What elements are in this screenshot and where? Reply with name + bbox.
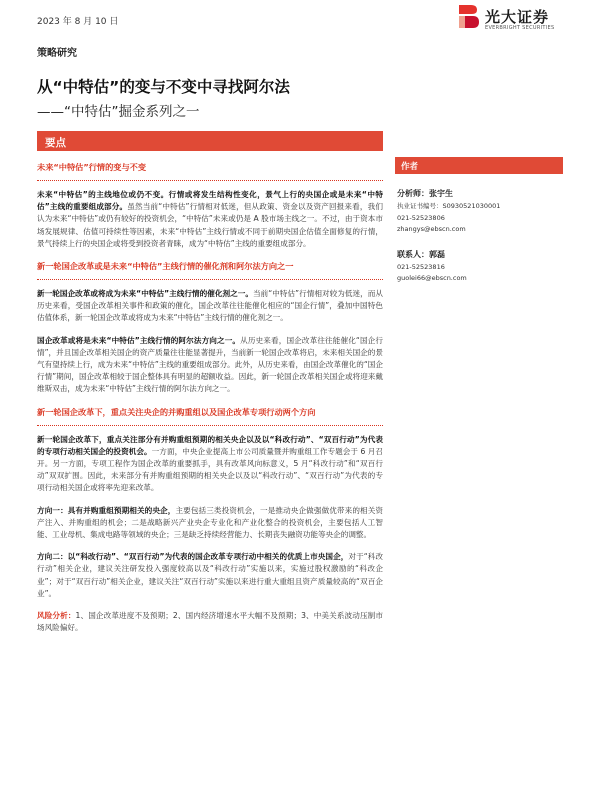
paragraph-lead: 新一轮国企改革下，重点关注部分有并购重组预期的相关央企以及以“科改行动”、“双百行动”为代表的专项行动相关国企的投资机会。 — [37, 434, 383, 456]
paragraph-body: 对于“科改行动”相关企业，建议关注研发投入强度较高以及“科改行动”实施以来，实施过股权激励的“科改企业”；对于“双百行动”相关企业，建议关注“双百行动”实施以来进行重大重组且资产质量较高的“双百企业”。 — [37, 552, 383, 598]
risk-text: 1、国企改革进度不及预期；2、国内经济增速水平大幅不及预期；3、中美关系波动压制市场风险偏好。 — [37, 611, 383, 633]
risk-analysis — [37, 610, 383, 634]
analyst-cert: 执业证书编号：S0930521030001 — [397, 202, 501, 210]
paragraph-lead: 方向一：具有并购重组预期相关的央企， — [37, 505, 176, 515]
paragraph-lead: 国企改革或将是未来“中特估”主线行情的阿尔法方向之一。 — [37, 335, 241, 345]
section-heading: 未来“中特估”行情的变与不变 — [37, 162, 147, 172]
paragraph — [37, 551, 383, 600]
report-date: 2023 年 8 月 10 日 — [37, 17, 119, 27]
keypoints-header-bar — [37, 131, 383, 151]
analyst-name: 分析师：张宇生 — [397, 189, 453, 198]
paragraph-lead: 方向二：以“科改行动”、“双百行动”为代表的国企改革专项行动中相关的优质上市央国企， — [37, 552, 349, 562]
contact-name: 联系人：郭磊 — [397, 249, 445, 259]
paragraph — [37, 335, 383, 396]
paragraph — [37, 505, 383, 542]
paragraph-body: 虽然当前“中特估”行情相对低迷，但从政策、资金以及资产回报来看，我们认为未来“中特估”或仍有较好的投资机会，“中特估”未来或仍是 A 股市场主线之一。不过，由于资本市场发展规律、估值可持续性等因素，未来“中特估”主线行情或不同于前期央国企估值全面修复的行情，景气持续上行的央国企或将受到投资者青睐，成为“中特估”主线的重要组成部分。 — [37, 202, 383, 248]
contact-phone: 021-52523816 — [397, 262, 445, 271]
brand-logo — [455, 3, 583, 37]
logo-chinese-name: 光大证券 — [485, 8, 550, 26]
paragraph-body: 一方面，中央企业提高上市公司质量暨并购重组工作专题会于 6 月召开。另一方面，专项工程作为国企改革的重要抓手，具有改革风向标意义，5 月“科改行动”和“双百行动”双双扩围。因此，未来部分有并购重组预期的相关央企以及以“科改行动”、“双百行动”为代表的专项行动相关国企或将率先迎来改革。 — [37, 446, 384, 493]
section-heading: 新一轮国企改革下，重点关注央企的并购重组以及国企改革专项行动两个方向 — [37, 406, 316, 417]
everbright-logo-icon — [455, 3, 481, 33]
paragraph — [37, 434, 383, 495]
report-category: 策略研究 — [37, 48, 77, 59]
section-heading: 新一轮国企改革或是未来“中特估”主线行情的催化剂和阿尔法方向之一 — [37, 261, 294, 272]
keypoints-label: 要点 — [45, 137, 66, 149]
contact-email[interactable]: guolei66@ebscn.com — [397, 274, 467, 282]
analyst-phone: 021-52523806 — [397, 213, 445, 222]
analyst-email[interactable]: zhangys@ebscn.com — [397, 225, 466, 233]
paragraph-body: 从历史来看，国企改革往往能催化“国企行情”，并且国企改革相关国企的资产质量往往能显著提升，当前新一轮国企改革将启，未来相关国企的景气有望持续上行，成为未来“中特估”主线的重要组成部分。此外，从历史来看，由国企改革催化的“国企行情”期间，国企改革相较于国企整体具有明显的超额收益。因此，新一轮国企改革相关国企或将迎来戴维斯双击，成为未来“中特估”主线行情的阿尔法方向之一。 — [37, 335, 383, 394]
risk-label: 风险分析： — [37, 611, 76, 621]
paragraph — [37, 288, 383, 325]
section-divider — [37, 180, 383, 181]
paragraph — [37, 189, 383, 250]
report-subtitle: ——“中特估”掘金系列之一 — [37, 104, 200, 120]
keypoints-body — [37, 161, 383, 644]
report-title: 从“中特估”的变与不变中寻找阿尔法 — [37, 78, 290, 96]
paragraph-body: 当前“中特估”行情相对较为低迷，而从历史来看，受国企改革相关事件和政策的催化，国企改革往往能催化相应的“国企行情”，叠加中国特色估值体系，新一轮国企改革或将成为未来“中特估”主线行情的催化剂之一。 — [37, 289, 383, 323]
section-divider — [37, 279, 383, 280]
section-divider — [37, 425, 383, 426]
paragraph-lead: 新一轮国企改革或将成为未来“中特估”主线行情的催化剂之一。 — [37, 289, 254, 299]
author-info — [397, 188, 567, 285]
author-heading: 作者 — [401, 162, 419, 172]
paragraph-body: 主要包括三类投资机会，一是推动央企做强做优带来的相关资产注入、并购重组的机会；二是战略新兴产业央企专业化和产业化整合的投资机会，主要包括人工智能、工业母机、集成电路等领域的央企；三是缺乏持续经营能力、长期丧失融资功能等央企的调整。 — [37, 505, 383, 540]
logo-english-name: EVERBRIGHT SECURITIES — [485, 25, 555, 31]
paragraph-lead: 未来“中特估”的主线地位或仍不变。行情或将发生结构性变化，景气上行的央国企或是未来“中特估”主线的重要组成部分。 — [37, 190, 383, 212]
author-header-bar — [395, 157, 563, 174]
